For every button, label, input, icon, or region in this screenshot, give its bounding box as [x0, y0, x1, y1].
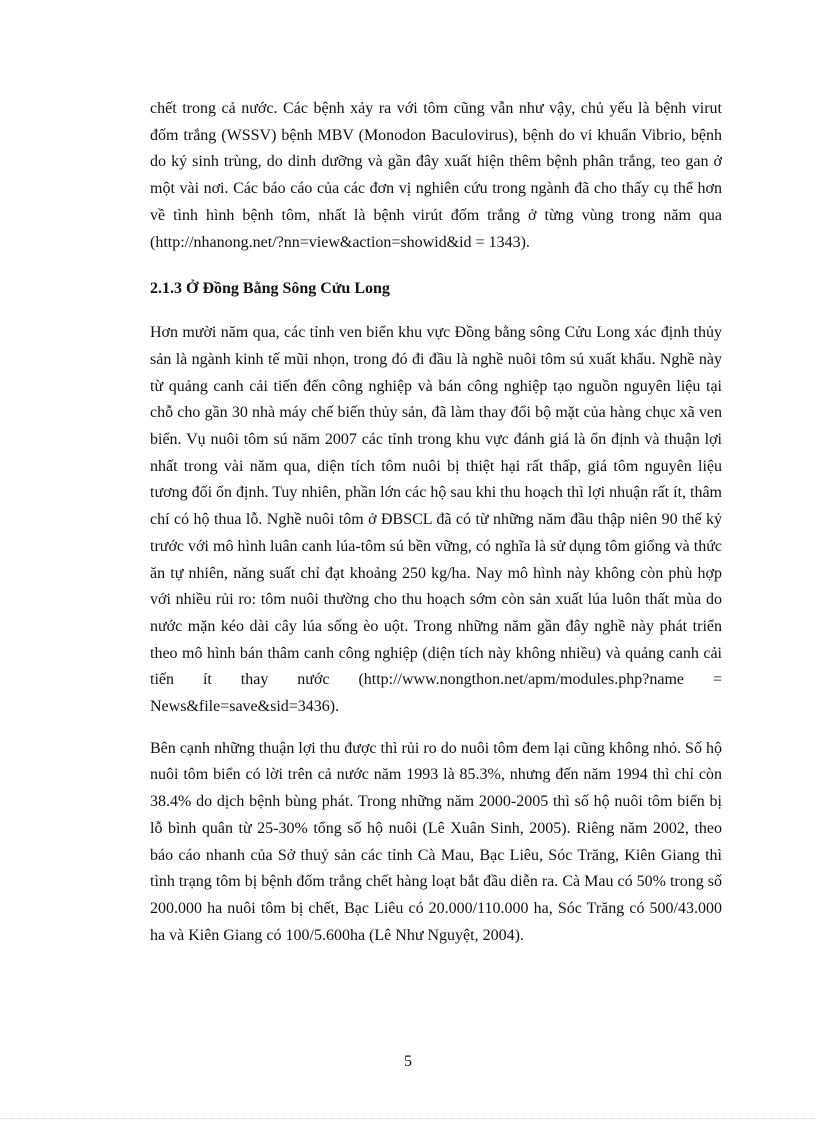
document-body — [150, 96, 722, 949]
footer-divider — [0, 1118, 816, 1119]
paragraph-3: Bên cạnh những thuận lợi thu được thì rủi ro do nuôi tôm đem lại cũng không nhỏ. Số hộ nuôi tôm biển có lời trên cả nước năm 1993 là 85.3%, nhưng đến năm 1994 thì chỉ còn 38.4% do dịch bệnh bùng phát. Trong những năm 2000-2005 thì số hộ nuôi tôm biển bị lỗ bình quân từ 25-30% tổng số hộ nuôi (Lê Xuân Sinh, 2005). Riêng năm 2002, theo báo cáo nhanh của Sở thuỷ sản các tỉnh Cà Mau, Bạc Liêu, Sóc Trăng, Kiên Giang thì tình trạng tôm bị bệnh đốm trắng chết hàng loạt bắt đầu diễn ra. Cà Mau có 50% trong số 200.000 ha nuôi tôm bị chết, Bạc Liêu có 20.000/110.000 ha, Sóc Trăng có 500/43.000 ha và Kiên Giang có 100/5.600ha (Lê Như Nguyệt, 2004). — [150, 739, 722, 944]
paragraph-2: Hơn mười năm qua, các tỉnh ven biển khu vực Đồng bằng sông Cửu Long xác định thủy sản là ngành kinh tế mũi nhọn, trong đó đi đầu là nghề nuôi tôm sú xuất khẩu. Nghề này từ quảng canh cải tiến đến công nghiệp và bán công nghiệp tạo nguồn nguyên liệu tại chỗ cho gần 30 nhà máy chế biến thủy sản, đã làm thay đổi bộ mặt của hàng chục xã ven biển. Vụ nuôi tôm sú năm 2007 các tỉnh trong khu vực đánh giá là ổn định và thuận lợi nhất trong vài năm qua, diện tích tôm nuôi bị thiệt hại rất thấp, giá tôm nguyên liệu tương đối ổn định. Tuy nhiên, phần lớn các hộ sau khi thu hoạch thì lợi nhuận rất ít, thâm chí có hộ thua lỗ. Nghề nuôi tôm ở ĐBSCL đã có từ những năm đầu thập niên 90 thế kỷ trước với mô hình luân canh lúa-tôm sú bền vững, có nghĩa là sử dụng tôm giống và thức ăn tự nhiên, năng suất chỉ đạt khoảng 250 kg/ha. Nay mô hình này không còn phù hợp với nhiều rủi ro: tôm nuôi thường cho thu hoạch sớm còn sản xuất lúa luôn thất mùa do nước mặn kéo dài cây lúa sống èo uột. Trong những năm gần đây nghề này phát triển theo mô hình bán thâm canh công nghiệp (diện tích này không nhiều) và quảng canh cải tiến ít thay nước (http://www.nongthon.net/apm/modules.php?name = News&file=save&sid=3436). — [150, 324, 722, 716]
page-number: 5 — [404, 1053, 412, 1070]
section-heading: 2.1.3 Ở Đồng Bằng Sông Cửu Long — [150, 280, 390, 298]
paragraph-1: chết trong cả nước. Các bệnh xảy ra với tôm cũng vẫn như vậy, chủ yếu là bệnh virut đốm trắng (WSSV) bệnh MBV (Monodon Baculovirus), bệnh do vi khuẩn Vibrio, bệnh do ký sinh trùng, do dinh dưỡng và gần đây xuất hiện thêm bệnh phân trắng, teo gan ở một vài nơi. Các báo cáo của các đơn vị nghiên cứu trong ngành đã cho thấy cụ thể hơn về tình hình bệnh tôm, nhất là bệnh virút đốm trắng ở từng vùng trong năm qua (http://nhanong.net/?nn=view&action=showid&id = 1343). — [150, 100, 722, 251]
